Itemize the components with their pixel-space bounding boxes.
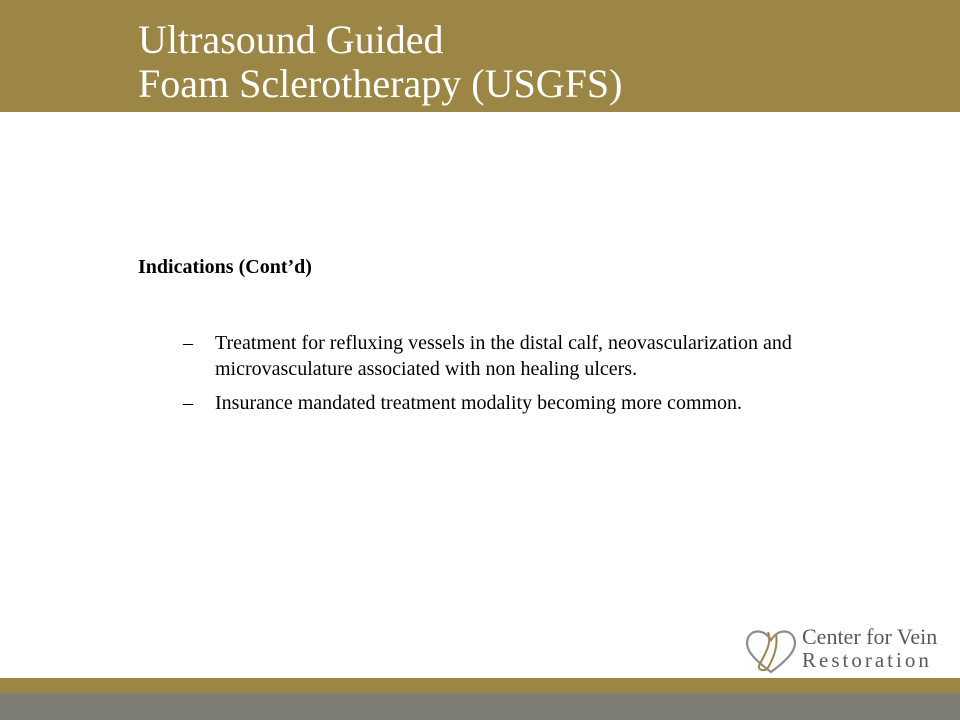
footer-gold-band — [0, 678, 960, 693]
title-line-1: Ultrasound Guided — [138, 17, 444, 62]
bullet-list — [183, 330, 823, 424]
bullet-text: Treatment for refluxing vessels in the distal calf, neovascularization and microvasculature associated with non healing ulcers. — [215, 332, 792, 380]
slide-title — [138, 18, 622, 106]
bullet-item — [183, 390, 823, 416]
bullet-item — [183, 330, 823, 382]
title-line-2: Foam Sclerotherapy (USGFS) — [138, 61, 623, 106]
section-heading: Indications (Cont’d) — [138, 256, 312, 278]
logo-line-2: Restoration — [802, 648, 932, 672]
logo-line-1: Center for Vein — [802, 624, 938, 649]
bullet-text: Insurance mandated treatment modality becoming more common. — [215, 392, 743, 414]
heart-leg-icon — [742, 624, 800, 676]
footer-gray-band — [0, 693, 960, 720]
bullet-marker: – — [183, 332, 193, 354]
center-for-vein-restoration-logo — [742, 624, 942, 676]
bullet-marker: – — [183, 392, 193, 414]
